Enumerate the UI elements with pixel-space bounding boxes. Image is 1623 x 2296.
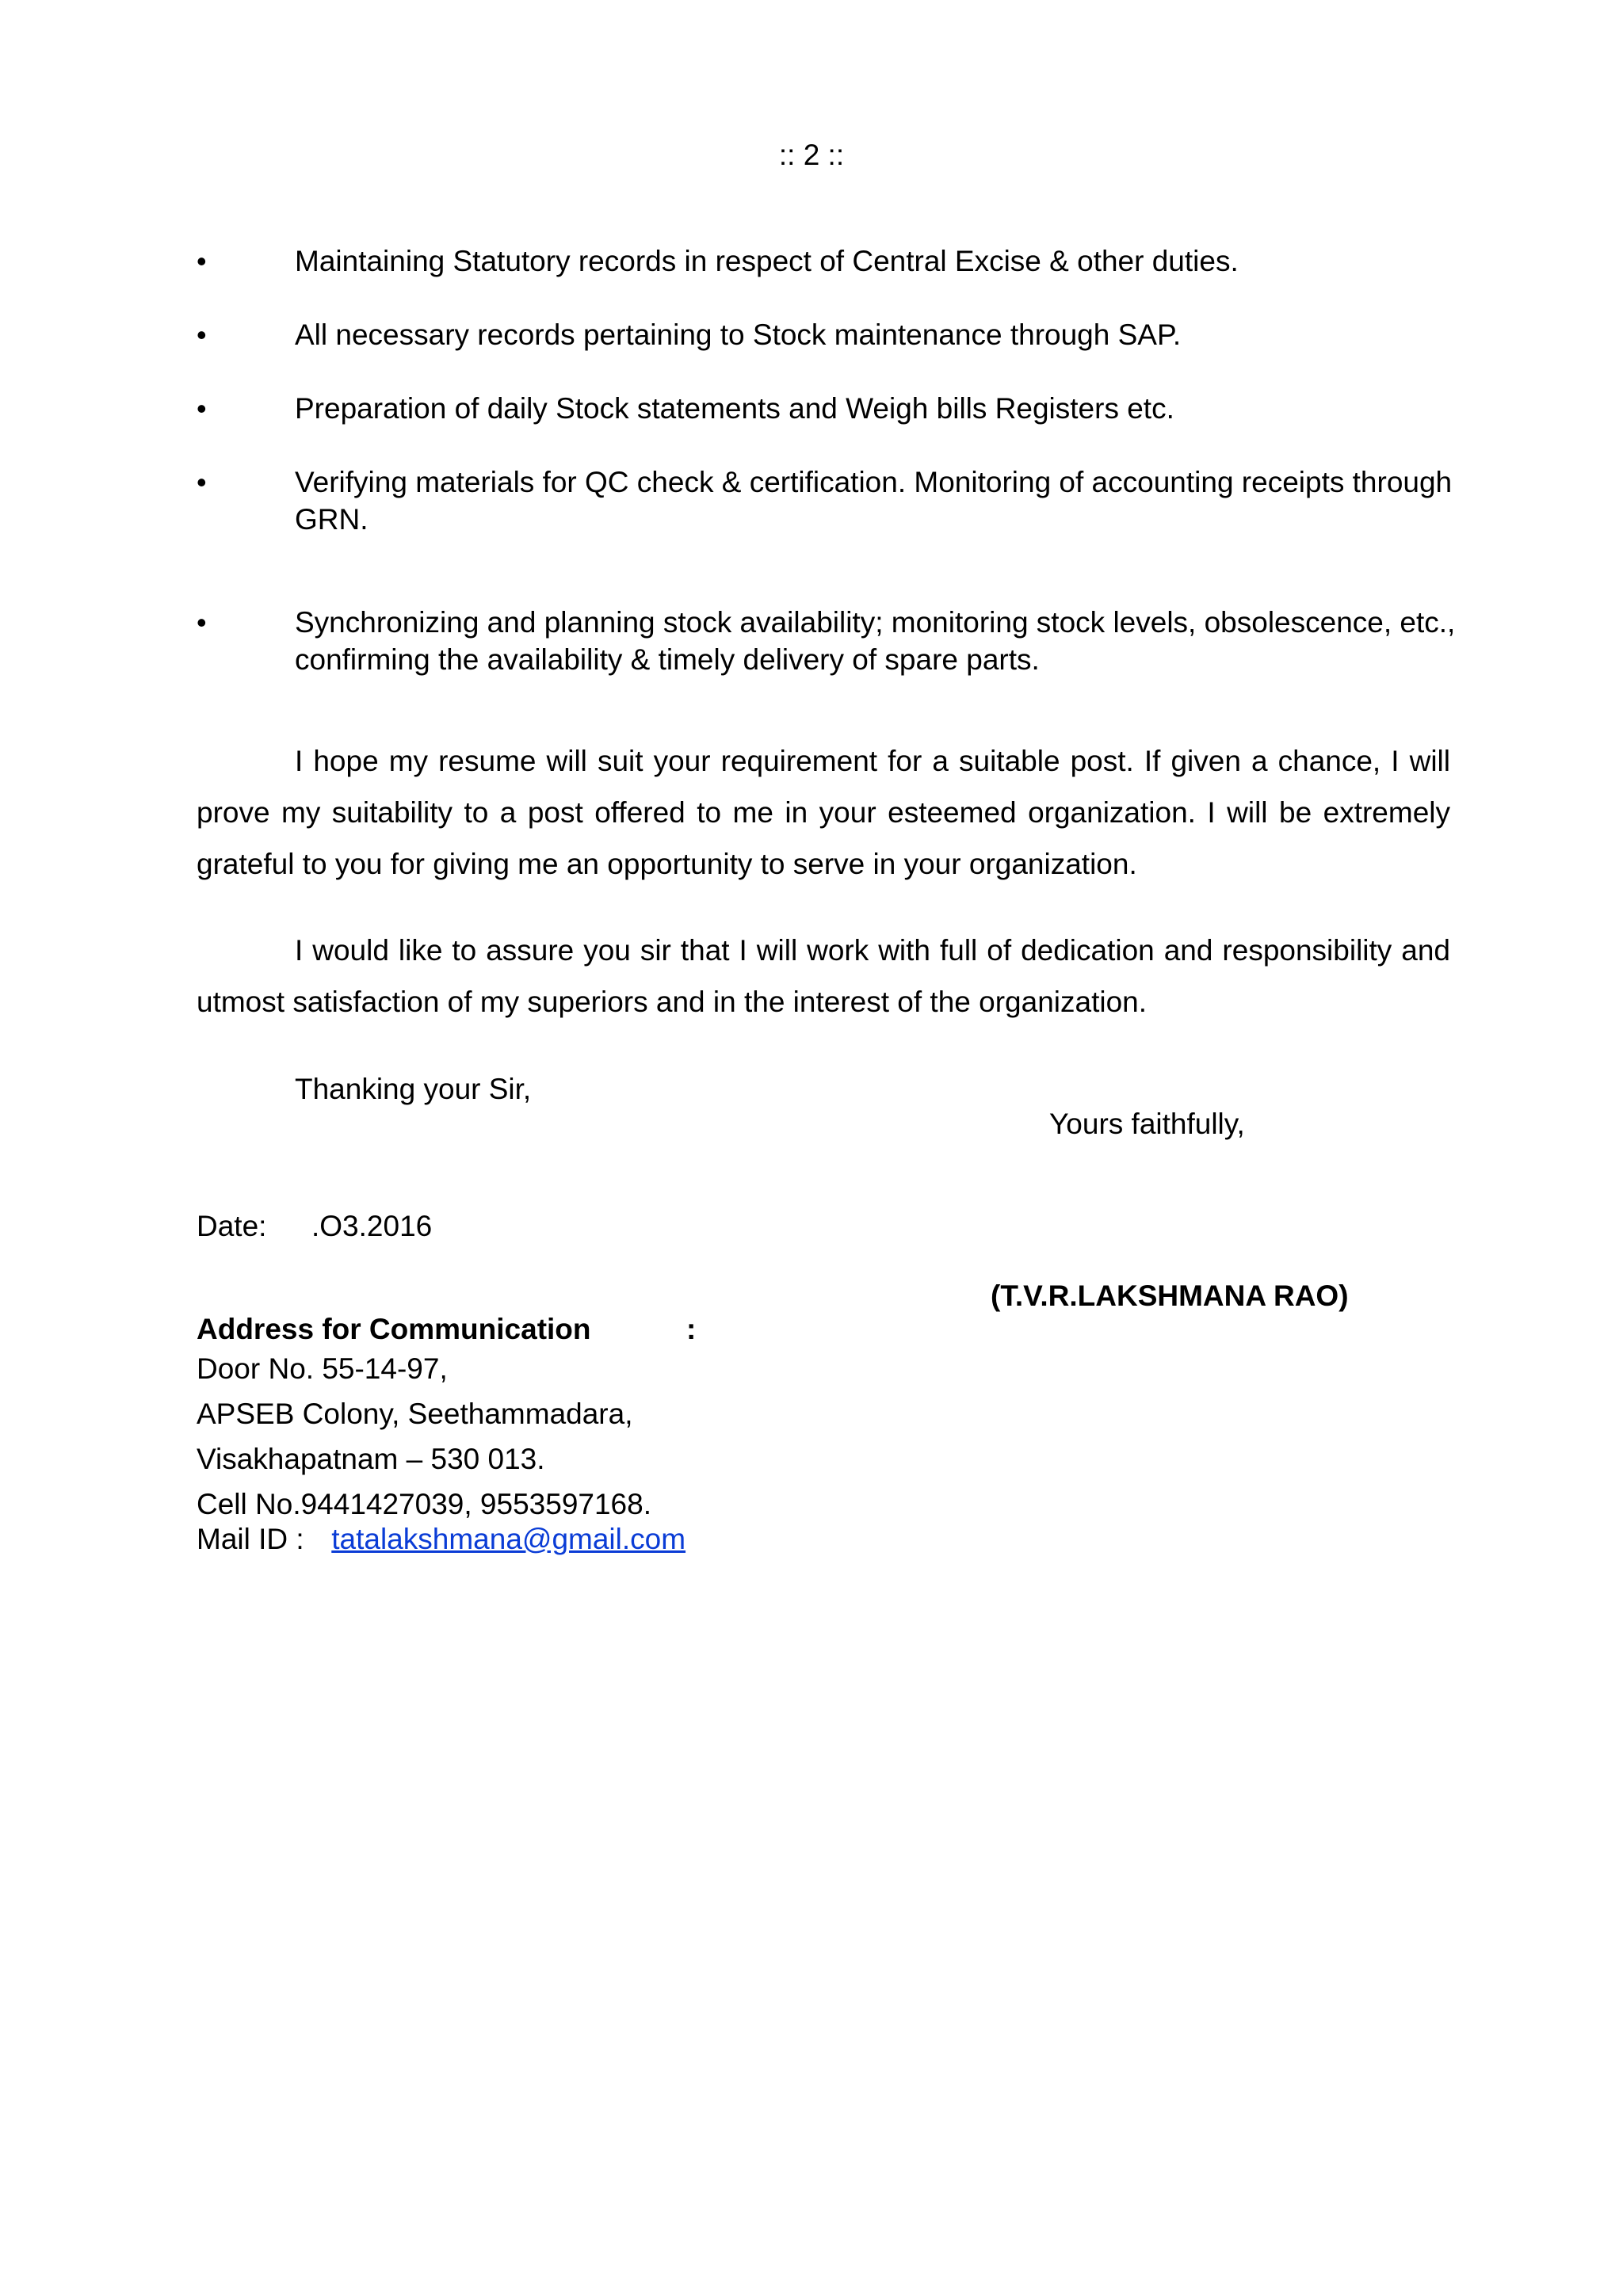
address-heading-colon: : [686, 1313, 697, 1345]
bullet-text: Maintaining Statutory records in respect of Central Excise & other duties. [295, 245, 1239, 277]
bullet-text: All necessary records pertaining to Stock maintenance through SAP. [295, 318, 1182, 351]
address-line: Door No. 55-14-97, [197, 1352, 448, 1385]
yours-faithfully: Yours faithfully, [1049, 1108, 1245, 1140]
signatory-name: (T.V.R.LAKSHMANA RAO) [991, 1280, 1349, 1312]
address-line: APSEB Colony, Seethammadara, [197, 1398, 633, 1430]
bullet-text: Synchronizing and planning stock availability; monitoring stock levels, obsolescence, etc., confirming the availability & timely delivery of spare parts. [295, 606, 1456, 676]
page-number: :: 2 :: [778, 139, 845, 171]
bullet-text: Preparation of daily Stock statements and Weigh bills Registers etc. [295, 392, 1174, 425]
mail-line [197, 1520, 685, 1558]
address-heading: Address for Communication [197, 1313, 591, 1345]
mail-label: Mail ID : [197, 1523, 304, 1555]
paragraph-text: I would like to assure you sir that I will work with full of dedication and responsibility and utmost satisfaction of my superiors and in the interest of the organization. [197, 934, 1450, 1018]
bullet-icon: • [197, 392, 207, 425]
email-link[interactable]: tatalakshmana@gmail.com [331, 1523, 686, 1555]
bullet-text: Verifying materials for QC check & certification. Monitoring of accounting receipts through GRN. [295, 466, 1453, 536]
bullet-icon: • [197, 318, 207, 351]
body-paragraph [197, 925, 1450, 1028]
phone-line: Cell No.9441427039, 9553597168. [197, 1488, 651, 1520]
address-line: Visakhapatnam – 530 013. [197, 1443, 545, 1475]
bullet-icon: • [197, 245, 207, 277]
bullet-icon: • [197, 466, 207, 498]
date-line [197, 1207, 432, 1245]
paragraph-text: I hope my resume will suit your requirement for a suitable post. If given a chance, I will prove my suitability to a post offered to me in your esteemed organization. I will be extremely grateful to you for giving me an opportunity to serve in your organization. [197, 745, 1450, 880]
body-paragraph [197, 735, 1450, 890]
date-label: Date: [197, 1210, 267, 1242]
bullet-icon: • [197, 606, 207, 639]
date-value: .O3.2016 [311, 1210, 433, 1242]
thanking-line: Thanking your Sir, [295, 1073, 532, 1105]
